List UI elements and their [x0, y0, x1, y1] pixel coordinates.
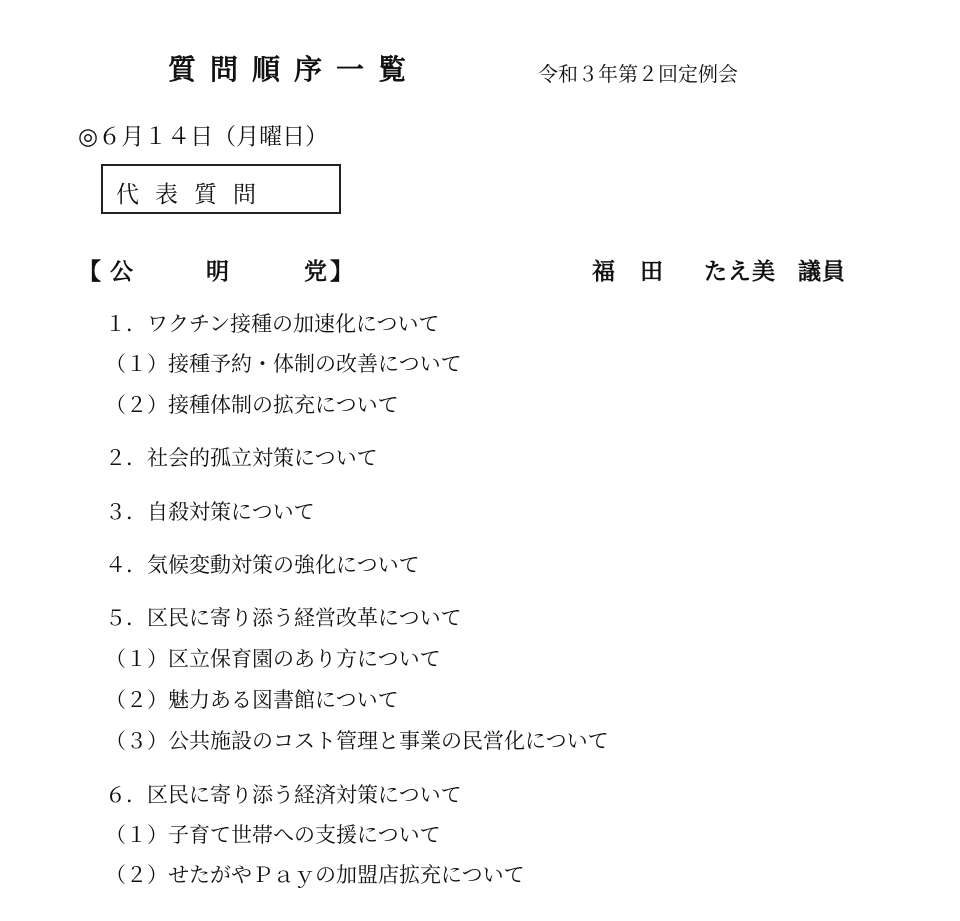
member-given-name: たえ美: [704, 259, 776, 285]
member-surname: 福 田: [592, 259, 664, 285]
question-5-sub-1: （１）区立保育園のあり方について: [105, 647, 441, 671]
question-1: １．ワクチン接種の加速化について: [105, 312, 440, 336]
question-6-sub-1: （１）子育て世帯への支援について: [105, 823, 441, 847]
question-4: ４．気候変動対策の強化について: [105, 553, 420, 577]
question-5: ５．区民に寄り添う経営改革について: [105, 606, 462, 630]
question-6-sub-2: （２）せたがやＰａｙの加盟店拡充について: [105, 863, 525, 887]
date-line: ◎６月１４日（月曜日）: [78, 124, 329, 150]
member-name: [592, 253, 846, 286]
document-title: 質問順序一覧: [168, 53, 421, 86]
section-box-label: 代表質問: [116, 182, 272, 208]
question-1-sub-2: （２）接種体制の拡充について: [105, 393, 399, 417]
question-1-sub-1: （１）接種予約・体制の改善について: [105, 352, 462, 376]
party-char-2: 明: [206, 259, 229, 285]
party-char-3: 党: [304, 259, 327, 285]
question-5-sub-2: （２）魅力ある図書館について: [105, 688, 399, 712]
party-open-bracket: 【: [78, 259, 101, 285]
session-name: 令和３年第２回定例会: [538, 62, 738, 86]
member-title: 議員: [798, 259, 846, 285]
question-5-sub-3: （３）公共施設のコスト管理と事業の民営化について: [105, 729, 609, 753]
question-2: ２．社会的孤立対策について: [105, 446, 378, 470]
party-char-1: 公: [110, 259, 133, 285]
question-6: ６．区民に寄り添う経済対策について: [105, 783, 462, 807]
party-close-bracket: 】: [330, 259, 353, 285]
question-3: ３．自殺対策について: [105, 500, 315, 524]
